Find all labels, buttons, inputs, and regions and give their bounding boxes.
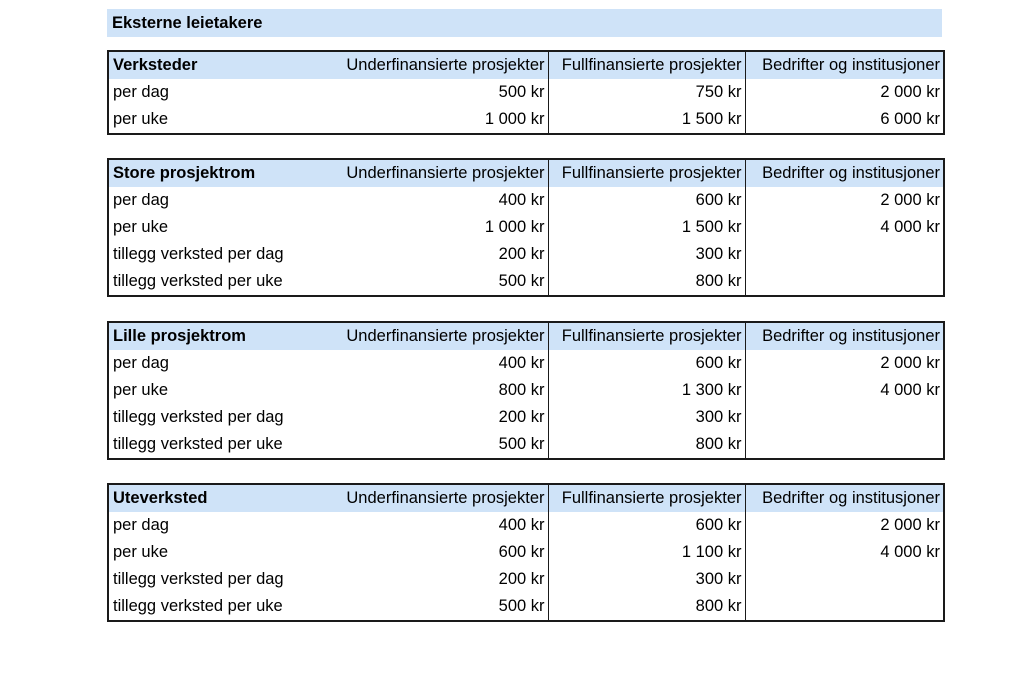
row-label: per dag [113, 354, 169, 372]
row-label: tillegg verksted per dag [113, 408, 284, 426]
price-cell: 200 kr [328, 241, 548, 268]
column-header: Fullfinansierte prosjekter [548, 159, 745, 187]
price-cell: 500 kr [328, 79, 548, 106]
table-row [108, 106, 944, 134]
table-header-row [108, 51, 944, 79]
column-header: Underfinansierte prosjekter [328, 322, 548, 350]
table-row [108, 512, 944, 539]
price-cell [745, 404, 944, 431]
price-cell: 600 kr [548, 350, 745, 377]
price-table-store-prosjektrom [107, 158, 945, 297]
price-cell: 500 kr [328, 268, 548, 296]
price-cell: 2 000 kr [880, 191, 940, 209]
price-cell [745, 431, 944, 459]
table-row [108, 350, 944, 377]
section-title: Lille prosjektrom [108, 322, 328, 350]
column-header: Underfinansierte prosjekter [328, 51, 548, 79]
price-table-lille-prosjektrom [107, 321, 945, 460]
column-header: Bedrifter og institusjoner [745, 484, 944, 512]
price-cell: 300 kr [548, 241, 745, 268]
column-header: Bedrifter og institusjoner [745, 51, 944, 79]
price-cell: 200 kr [328, 566, 548, 593]
price-cell [745, 241, 944, 268]
column-header: Fullfinansierte prosjekter [548, 322, 745, 350]
price-cell: 500 kr [328, 431, 548, 459]
row-label: per dag [113, 516, 169, 534]
price-cell [745, 593, 944, 621]
price-cell: 2 000 kr [880, 83, 940, 101]
price-table-verksteder [107, 50, 945, 135]
price-cell: 1 300 kr [548, 377, 745, 404]
column-header: Underfinansierte prosjekter [328, 159, 548, 187]
price-cell: 300 kr [548, 566, 745, 593]
row-label: per uke [113, 381, 169, 399]
column-header: Fullfinansierte prosjekter [548, 484, 745, 512]
price-table-uteverksted [107, 483, 945, 622]
price-cell: 1 000 kr [328, 106, 548, 134]
price-cell: 500 kr [328, 593, 548, 621]
table-row [108, 539, 944, 566]
price-cell: 400 kr [328, 187, 548, 214]
price-cell: 800 kr [548, 268, 745, 296]
section-title: Verksteder [108, 51, 328, 79]
table-row [108, 593, 944, 621]
row-label: tillegg verksted per uke [113, 597, 283, 615]
table-header-row [108, 159, 944, 187]
row-label: tillegg verksted per uke [113, 272, 283, 290]
column-header: Fullfinansierte prosjekter [548, 51, 745, 79]
row-label: per uke [113, 543, 169, 561]
row-label: tillegg verksted per dag [113, 245, 284, 263]
price-cell [745, 566, 944, 593]
table-row [108, 79, 944, 106]
row-label: per uke [113, 110, 169, 128]
price-cell: 750 kr [548, 79, 745, 106]
table-row [108, 404, 944, 431]
price-cell: 2 000 kr [880, 516, 940, 534]
price-cell: 1 500 kr [548, 106, 745, 134]
price-cell: 300 kr [548, 404, 745, 431]
price-cell: 4 000 kr [880, 218, 940, 236]
table-header-row [108, 484, 944, 512]
table-row [108, 377, 944, 404]
price-cell: 1 100 kr [548, 539, 745, 566]
page-title: Eksterne leietakere [107, 9, 942, 37]
price-cell: 800 kr [548, 431, 745, 459]
price-cell: 2 000 kr [880, 354, 940, 372]
price-cell: 600 kr [328, 539, 548, 566]
section-title: Store prosjektrom [108, 159, 328, 187]
table-row [108, 241, 944, 268]
price-cell: 6 000 kr [880, 110, 940, 128]
row-label: per uke [113, 218, 169, 236]
price-cell: 1 500 kr [548, 214, 745, 241]
column-header: Underfinansierte prosjekter [328, 484, 548, 512]
price-cell [745, 268, 944, 296]
price-cell: 4 000 kr [880, 381, 940, 399]
row-label: tillegg verksted per dag [113, 570, 284, 588]
table-row [108, 431, 944, 459]
price-cell: 200 kr [328, 404, 548, 431]
row-label: per dag [113, 83, 169, 101]
price-cell: 400 kr [328, 350, 548, 377]
row-label: tillegg verksted per uke [113, 435, 283, 453]
price-cell: 600 kr [548, 187, 745, 214]
column-header: Bedrifter og institusjoner [745, 159, 944, 187]
table-row [108, 214, 944, 241]
table-row [108, 187, 944, 214]
price-cell: 600 kr [548, 512, 745, 539]
price-cell: 4 000 kr [880, 543, 940, 561]
price-cell: 800 kr [328, 377, 548, 404]
table-row [108, 268, 944, 296]
section-title: Uteverksted [108, 484, 328, 512]
table-header-row [108, 322, 944, 350]
price-cell: 400 kr [328, 512, 548, 539]
price-cell: 800 kr [548, 593, 745, 621]
column-header: Bedrifter og institusjoner [745, 322, 944, 350]
price-cell: 1 000 kr [328, 214, 548, 241]
row-label: per dag [113, 191, 169, 209]
table-row [108, 566, 944, 593]
